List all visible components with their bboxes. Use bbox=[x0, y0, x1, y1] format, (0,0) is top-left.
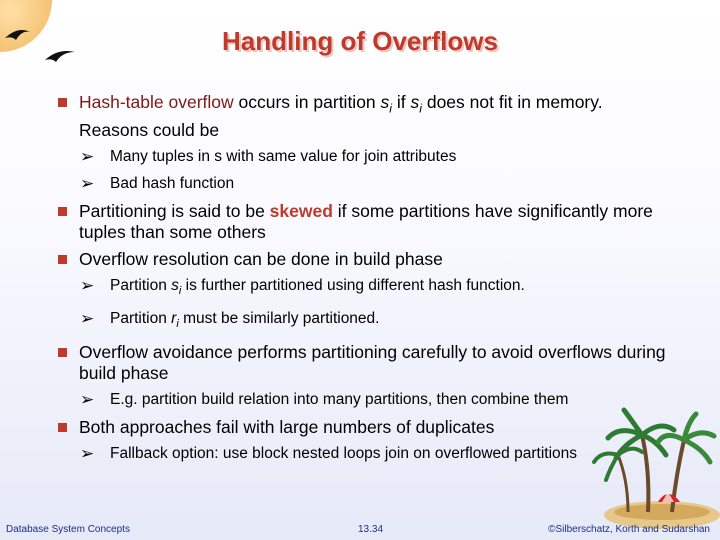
text-segment: Partitioning is said to be bbox=[79, 200, 270, 221]
square-bullet-icon bbox=[58, 255, 67, 264]
sub-bullet-text: Many tuples in s with same value for join attributes bbox=[110, 147, 457, 165]
text-segment: i bbox=[389, 101, 393, 116]
bullet-item bbox=[58, 249, 668, 270]
text-segment: i bbox=[178, 284, 182, 297]
text-segment: Both approaches fail with large numbers of duplicates bbox=[79, 416, 495, 437]
bullet-item bbox=[58, 201, 668, 243]
text-segment: Overflow resolution can be done in build phase bbox=[79, 248, 443, 269]
text-segment: Overflow avoidance performs partitioning carefully to avoid overflows during build phase bbox=[79, 341, 666, 383]
text-segment: if bbox=[392, 92, 411, 112]
text-segment: s bbox=[410, 92, 420, 112]
arrow-bullet-icon: ➢ bbox=[80, 275, 95, 295]
bullet-item bbox=[58, 92, 668, 141]
text-segment: skewed bbox=[269, 200, 333, 221]
text-segment: Hash-table overflow bbox=[79, 92, 234, 112]
sub-bullet-text: Fallback option: use block nested loops join on overflowed partitions bbox=[110, 444, 577, 462]
arrow-bullet-icon: ➢ bbox=[80, 308, 95, 328]
square-bullet-icon bbox=[58, 423, 67, 432]
arrow-bullet-icon: ➢ bbox=[80, 146, 95, 166]
text-segment: must be similarly partitioned. bbox=[178, 309, 380, 327]
sub-bullet-item bbox=[58, 309, 668, 334]
footer-copyright: ©Silberschatz, Korth and Sudarshan bbox=[548, 524, 710, 535]
sub-bullet-item bbox=[58, 276, 668, 301]
text-segment: is further partitioned using different hash function. bbox=[181, 276, 525, 294]
sub-bullet-item bbox=[58, 390, 668, 409]
text-segment: s bbox=[380, 92, 390, 112]
sub-bullet-text: Bad hash function bbox=[110, 174, 235, 192]
slide-title: Handling of Overflows bbox=[222, 26, 498, 56]
sub-bullet-item bbox=[58, 174, 668, 193]
text-segment: does not fit in memory. Reasons could be bbox=[79, 92, 603, 140]
text-segment: if some partitions have significantly more tuples than some others bbox=[79, 200, 653, 242]
footer-course: Database System Concepts bbox=[6, 524, 130, 535]
text-segment: Partition bbox=[110, 276, 172, 294]
text-segment: i bbox=[176, 317, 179, 330]
arrow-bullet-icon: ➢ bbox=[80, 389, 95, 409]
bullet-item bbox=[58, 342, 668, 384]
square-bullet-icon bbox=[58, 98, 67, 107]
text-segment: Partition bbox=[110, 309, 172, 327]
slide-content bbox=[58, 92, 668, 471]
square-bullet-icon bbox=[58, 348, 67, 357]
text-segment: i bbox=[419, 101, 422, 116]
bullet-item bbox=[58, 417, 668, 438]
arrow-bullet-icon: ➢ bbox=[80, 173, 95, 193]
text-segment: occurs in partition bbox=[233, 92, 381, 112]
sub-bullet-text: E.g. partition build relation into many partitions, then combine them bbox=[110, 390, 569, 408]
footer-page-number: 13.34 bbox=[358, 524, 384, 535]
square-bullet-icon bbox=[58, 207, 67, 216]
text-segment: s bbox=[171, 276, 179, 294]
sub-bullet-item bbox=[58, 147, 668, 166]
palm-island-icon bbox=[580, 400, 720, 540]
sub-bullet-item bbox=[58, 444, 668, 463]
text-segment: r bbox=[171, 309, 177, 327]
arrow-bullet-icon: ➢ bbox=[80, 443, 95, 463]
